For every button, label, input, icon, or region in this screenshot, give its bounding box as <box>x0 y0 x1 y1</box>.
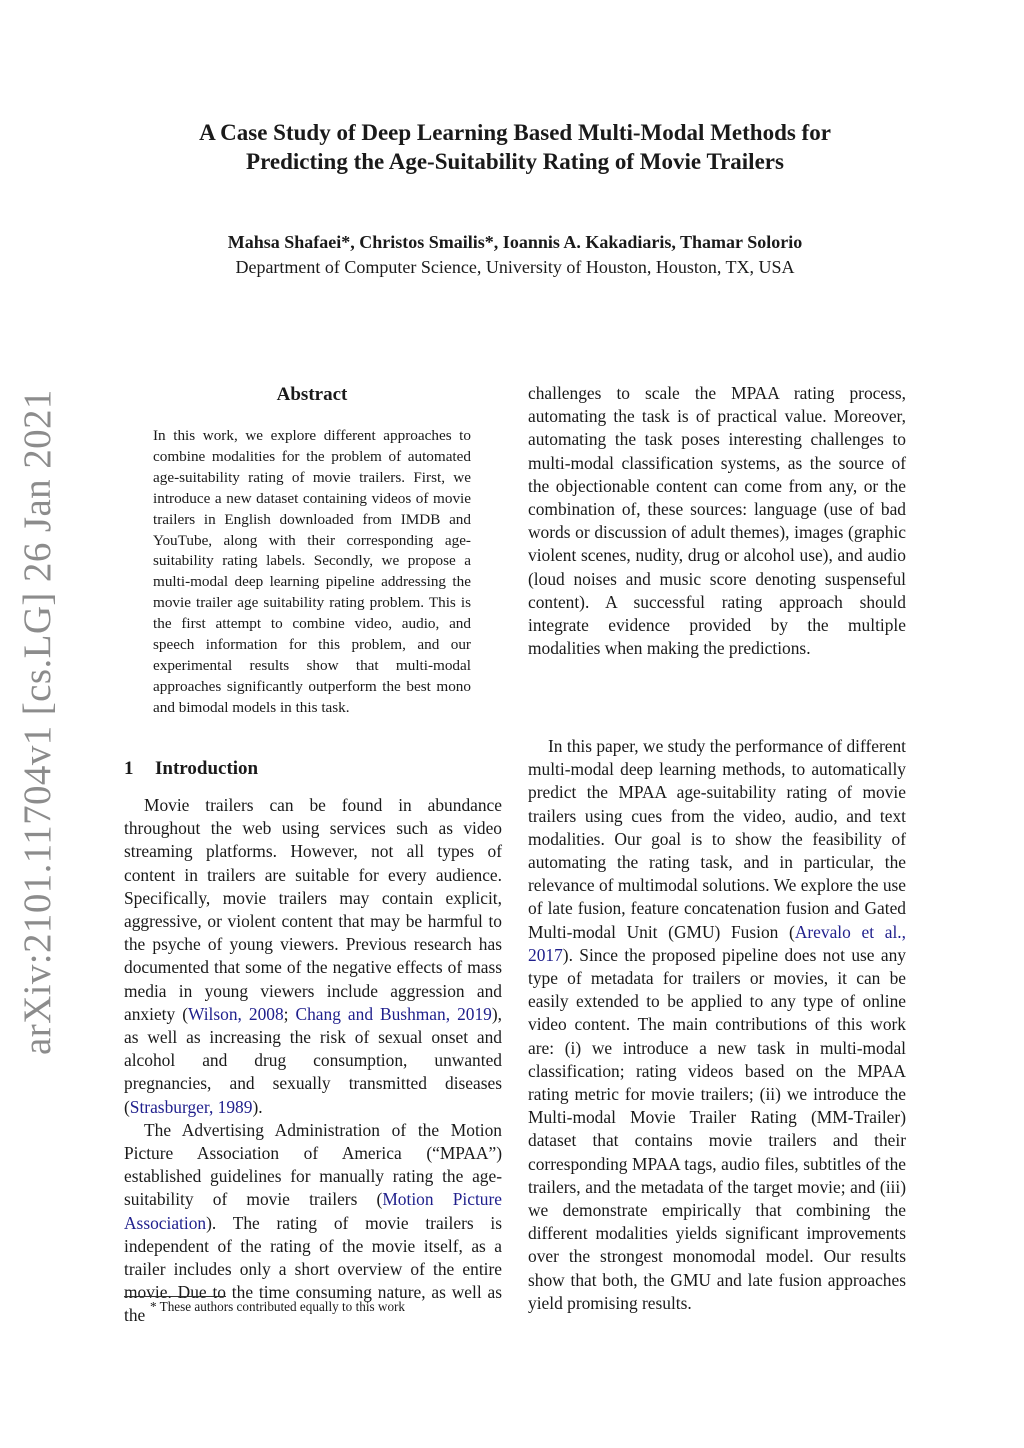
right-column-body-bottom <box>528 735 906 1315</box>
citation-link[interactable]: Arevalo et al., 2017 <box>528 921 906 965</box>
footnote: * These authors contributed equally to this work <box>150 1299 406 1314</box>
paragraph-intro-2-continued: challenges to scale the MPAA rating process, automating the task is of practical value. Moreover, automating the task poses interesting challenges to multi-modal classification systems, as the source of the objectionable content can come from any, or the combination of, these sources: language (use of bad words or discussion of adult themes), images (graphic violent scenes, nudity, drug or alcohol use), and audio (loud noises and music score denoting suspenseful content). A successful rating approach should integrate evidence provided by the multiple modalities when making the predictions. <box>528 383 906 659</box>
citation-link[interactable]: Strasburger, 1989 <box>129 1096 253 1117</box>
section-number: 1 <box>124 758 134 779</box>
section-heading-introduction <box>124 756 504 782</box>
citation-link[interactable]: Motion Picture Association <box>124 1189 503 1233</box>
paper-title <box>120 118 910 176</box>
abstract-heading: Abstract <box>276 384 348 405</box>
citation-link[interactable]: Wilson, 2008 <box>187 1003 284 1024</box>
citation-link[interactable]: Chang and Bushman, 2019 <box>295 1003 492 1024</box>
paper-title-line-2: Predicting the Age-Suitability Rating of Movie Trailers <box>246 149 784 174</box>
paper-title-line-1: A Case Study of Deep Learning Based Multi-Modal Methods for <box>199 120 831 145</box>
paragraph-intro-3: In this paper, we study the performance of different multi-modal deep learning methods, to automatically predict the MPAA age-suitability rating of movie trailers using cues from the video, audio, and text modalities. Our goal is to show the feasibility of automating the rating task, and in particular, the relevance of multimodal solutions. We explore the use of late fusion, feature concatenation fusion and Gated Multi-modal Unit (GMU) Fusion (Arevalo et al., 2017). Since the proposed pipeline does not use any type of metadata for trailers or movies, it can be easily extended to be applied to any type of online video content. The main contributions of this work are: (i) we introduce a new task in multi-modal classification; rating videos based on the MPAA rating metric for movie trailers; (ii) we introduce the Multi-modal Movie Trailer Rating (MM-Trailer) dataset that contains movie trailers and their corresponding MPAA tags, audio files, subtitles of the trailers, and the metadata of the target movie; and (iii) we demonstrate empirically that combining the different modalities yields significant improvements over the strongest monomodal model. Our results show that both, the GMU and late fusion approaches yield promising results. <box>528 736 906 1313</box>
author-list: Mahsa Shafaei*, Christos Smailis*, Ioannis A. Kakadiaris, Thamar Solorio <box>227 232 803 252</box>
abstract-text: In this work, we explore different approaches to combine modalities for the problem of automated age-suitability rating of movie trailers. First, we introduce a new dataset containing videos of movie trailers in English downloaded from IMDB and YouTube, along with their corresponding age-suitability rating labels. Secondly, we propose a multi-modal deep learning pipeline addressing the movie trailer age suitability rating problem. This is the first attempt to combine video, audio, and speech information for this problem, and our experimental results show that multi-modal approaches significantly outperform the best mono and bimodal models in this task. <box>153 427 471 716</box>
arxiv-identifier-stamp: arXiv:2101.11704v1 [cs.LG] 26 Jan 2021 <box>16 389 59 1055</box>
affiliation: Department of Computer Science, University of Houston, Houston, TX, USA <box>235 257 795 277</box>
footnote-divider <box>124 1296 226 1297</box>
abstract-body <box>153 426 471 719</box>
left-column-body <box>124 794 502 1328</box>
paragraph-intro-1: Movie trailers can be found in abundance throughout the web using services such as video streaming platforms. However, not all types of content in trailers are suitable for every audience. Specifically, movie trailers may contain explicit, aggressive, or violent content that may be harmful to the psyche of young viewers. Previous research has documented that some of the negative effects of mass media in young viewers include aggression and anxiety (Wilson, 2008; Chang and Bushman, 2019), as well as increasing the risk of sexual onset and alcohol and drug consumption, unwanted pregnancies, and sexually transmitted diseases (Strasburger, 1989). <box>124 795 502 1117</box>
right-column-body-top <box>528 382 906 660</box>
section-title: Introduction <box>155 758 259 779</box>
paragraph-intro-2: The Advertising Administration of the Motion Picture Association of America (“MPAA”) established guidelines for manually rating the age-suitability of movie trailers (Motion Picture Association). The rating of movie trailers is independent of the rating of the movie itself, as a trailer includes only a short overview of the entire movie. Due to the time consuming nature, as well as the <box>124 1119 503 1326</box>
